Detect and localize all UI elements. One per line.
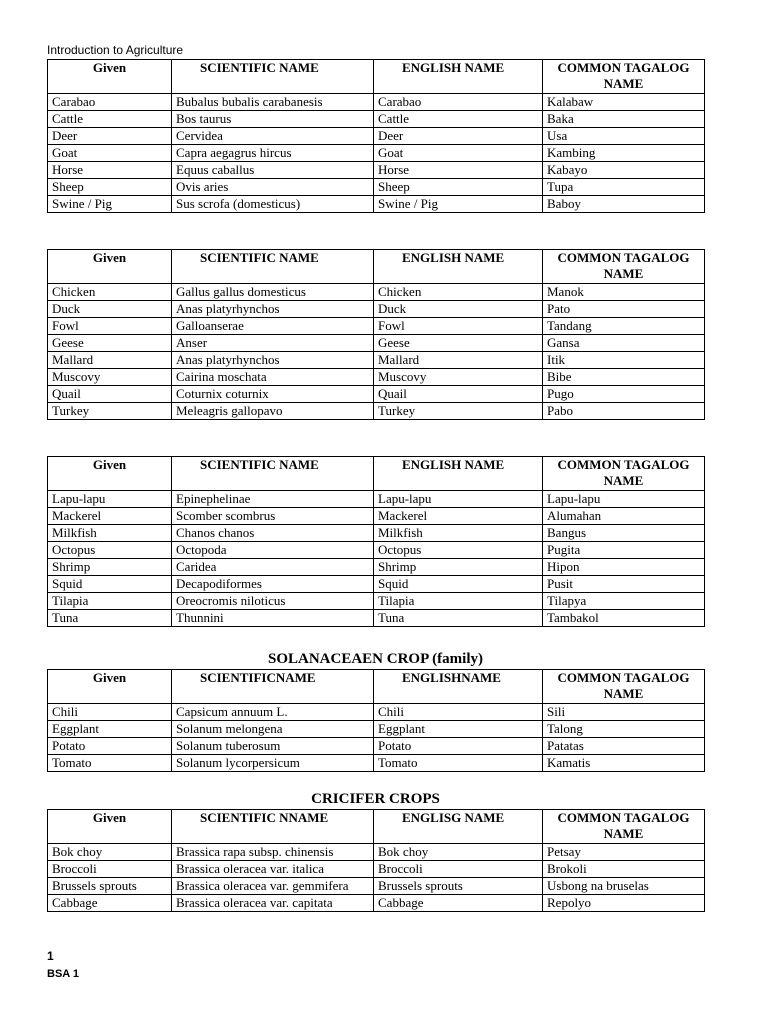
given-cell: Milkfish — [48, 525, 172, 542]
table-row — [48, 369, 705, 386]
scientific-name-cell: Meleagris gallopavo — [172, 403, 374, 420]
english-name-cell: Fowl — [374, 318, 543, 335]
english-name-cell: Bok choy — [374, 844, 543, 861]
tagalog-name-cell: Brokoli — [543, 861, 705, 878]
section-title-solanaceae: SOLANACEAEN CROP (family) — [267, 651, 483, 667]
table-row — [48, 895, 705, 912]
footer-label: BSA 1 — [47, 968, 79, 980]
given-cell: Goat — [48, 145, 172, 162]
tagalog-name-cell: Hipon — [543, 559, 705, 576]
scientific-name-cell: Solanum tuberosum — [172, 738, 374, 755]
scientific-name-cell: Gallus gallus domesticus — [172, 284, 374, 301]
scientific-name-cell: Capra aegagrus hircus — [172, 145, 374, 162]
english-name-cell: Cattle — [374, 111, 543, 128]
table-row — [48, 525, 705, 542]
page-number: 1 — [47, 949, 54, 963]
scientific-name-cell: Oreocromis niloticus — [172, 593, 374, 610]
given-cell: Mallard — [48, 352, 172, 369]
english-name-cell: Tomato — [374, 755, 543, 772]
header-scientific-name: SCIENTIFIC NAME — [172, 457, 374, 491]
table-row — [48, 145, 705, 162]
table-row — [48, 352, 705, 369]
tagalog-name-cell: Sili — [543, 704, 705, 721]
header-english-name: ENGLISHNAME — [374, 670, 543, 704]
crucifer-table — [47, 809, 705, 912]
given-cell: Cattle — [48, 111, 172, 128]
english-name-cell: Cabbage — [374, 895, 543, 912]
table-row — [48, 610, 705, 627]
english-name-cell: Geese — [374, 335, 543, 352]
tagalog-name-cell: Kamatis — [543, 755, 705, 772]
tagalog-name-cell: Repolyo — [543, 895, 705, 912]
tagalog-name-cell: Pato — [543, 301, 705, 318]
table-row — [48, 878, 705, 895]
tagalog-name-cell: Manok — [543, 284, 705, 301]
header-given: Given — [48, 810, 172, 844]
given-cell: Geese — [48, 335, 172, 352]
header-tagalog-name: COMMON TAGALOG NAME — [543, 250, 705, 284]
english-name-cell: Swine / Pig — [374, 196, 543, 213]
scientific-name-cell: Bubalus bubalis carabanesis — [172, 94, 374, 111]
table-header-row — [48, 457, 705, 491]
tagalog-name-cell: Tilapya — [543, 593, 705, 610]
fish-table — [47, 456, 705, 627]
header-english-name: ENGLISG NAME — [374, 810, 543, 844]
given-cell: Deer — [48, 128, 172, 145]
scientific-name-cell: Epinephelinae — [172, 491, 374, 508]
english-name-cell: Sheep — [374, 179, 543, 196]
tagalog-name-cell: Bangus — [543, 525, 705, 542]
scientific-name-cell: Anser — [172, 335, 374, 352]
tagalog-name-cell: Lapu-lapu — [543, 491, 705, 508]
english-name-cell: Chili — [374, 704, 543, 721]
header-given: Given — [48, 60, 172, 94]
table-header-row — [48, 60, 705, 94]
english-name-cell: Duck — [374, 301, 543, 318]
table-row — [48, 318, 705, 335]
table-row — [48, 559, 705, 576]
tagalog-name-cell: Bibe — [543, 369, 705, 386]
scientific-name-cell: Decapodiformes — [172, 576, 374, 593]
given-cell: Octopus — [48, 542, 172, 559]
table-row — [48, 196, 705, 213]
header-tagalog-name: COMMON TAGALOG NAME — [543, 670, 705, 704]
table-row — [48, 301, 705, 318]
given-cell: Bok choy — [48, 844, 172, 861]
tagalog-name-cell: Tambakol — [543, 610, 705, 627]
table-row — [48, 162, 705, 179]
scientific-name-cell: Solanum melongena — [172, 721, 374, 738]
tagalog-name-cell: Talong — [543, 721, 705, 738]
scientific-name-cell: Sus scrofa (domesticus) — [172, 196, 374, 213]
scientific-name-cell: Galloanserae — [172, 318, 374, 335]
english-name-cell: Octopus — [374, 542, 543, 559]
tagalog-name-cell: Pugo — [543, 386, 705, 403]
english-name-cell: Horse — [374, 162, 543, 179]
table-row — [48, 593, 705, 610]
english-name-cell: Quail — [374, 386, 543, 403]
table-row — [48, 284, 705, 301]
english-name-cell: Milkfish — [374, 525, 543, 542]
table-row — [48, 111, 705, 128]
header-given: Given — [48, 250, 172, 284]
given-cell: Eggplant — [48, 721, 172, 738]
scientific-name-cell: Brassica oleracea var. gemmifera — [172, 878, 374, 895]
tagalog-name-cell: Kambing — [543, 145, 705, 162]
header-english-name: ENGLISH NAME — [374, 250, 543, 284]
given-cell: Tomato — [48, 755, 172, 772]
table-row — [48, 386, 705, 403]
scientific-name-cell: Cairina moschata — [172, 369, 374, 386]
given-cell: Shrimp — [48, 559, 172, 576]
livestock-table — [47, 59, 705, 213]
scientific-name-cell: Ovis aries — [172, 179, 374, 196]
document-header: Introduction to Agriculture — [47, 43, 184, 57]
scientific-name-cell: Equus caballus — [172, 162, 374, 179]
tagalog-name-cell: Tupa — [543, 179, 705, 196]
header-given: Given — [48, 457, 172, 491]
header-scientific-name: SCIENTIFICNAME — [172, 670, 374, 704]
english-name-cell: Brussels sprouts — [374, 878, 543, 895]
english-name-cell: Turkey — [374, 403, 543, 420]
tagalog-name-cell: Usbong na bruselas — [543, 878, 705, 895]
tagalog-name-cell: Kabayo — [543, 162, 705, 179]
scientific-name-cell: Brassica oleracea var. italica — [172, 861, 374, 878]
header-scientific-name: SCIENTIFIC NAME — [172, 60, 374, 94]
table-row — [48, 491, 705, 508]
given-cell: Brussels sprouts — [48, 878, 172, 895]
poultry-table — [47, 249, 705, 420]
english-name-cell: Lapu-lapu — [374, 491, 543, 508]
scientific-name-cell: Scomber scombrus — [172, 508, 374, 525]
scientific-name-cell: Caridea — [172, 559, 374, 576]
table-row — [48, 179, 705, 196]
scientific-name-cell: Cervidea — [172, 128, 374, 145]
given-cell: Fowl — [48, 318, 172, 335]
scientific-name-cell: Bos taurus — [172, 111, 374, 128]
tagalog-name-cell: Pugita — [543, 542, 705, 559]
english-name-cell: Deer — [374, 128, 543, 145]
given-cell: Chili — [48, 704, 172, 721]
tagalog-name-cell: Petsay — [543, 844, 705, 861]
english-name-cell: Broccoli — [374, 861, 543, 878]
section-title-crucifer: CRICIFER CROPS — [311, 791, 440, 807]
table-row — [48, 844, 705, 861]
table-row — [48, 576, 705, 593]
given-cell: Tuna — [48, 610, 172, 627]
english-name-cell: Chicken — [374, 284, 543, 301]
given-cell: Horse — [48, 162, 172, 179]
scientific-name-cell: Octopoda — [172, 542, 374, 559]
tagalog-name-cell: Baboy — [543, 196, 705, 213]
english-name-cell: Muscovy — [374, 369, 543, 386]
english-name-cell: Eggplant — [374, 721, 543, 738]
scientific-name-cell: Anas platyrhynchos — [172, 301, 374, 318]
scientific-name-cell: Brassica oleracea var. capitata — [172, 895, 374, 912]
table-row — [48, 704, 705, 721]
given-cell: Sheep — [48, 179, 172, 196]
english-name-cell: Carabao — [374, 94, 543, 111]
table-row — [48, 542, 705, 559]
header-tagalog-name: COMMON TAGALOG NAME — [543, 457, 705, 491]
table-row — [48, 755, 705, 772]
english-name-cell: Tuna — [374, 610, 543, 627]
english-name-cell: Shrimp — [374, 559, 543, 576]
given-cell: Mackerel — [48, 508, 172, 525]
table-row — [48, 94, 705, 111]
table-row — [48, 508, 705, 525]
given-cell: Muscovy — [48, 369, 172, 386]
given-cell: Chicken — [48, 284, 172, 301]
tagalog-name-cell: Gansa — [543, 335, 705, 352]
english-name-cell: Mallard — [374, 352, 543, 369]
given-cell: Swine / Pig — [48, 196, 172, 213]
tagalog-name-cell: Kalabaw — [543, 94, 705, 111]
tagalog-name-cell: Tandang — [543, 318, 705, 335]
scientific-name-cell: Thunnini — [172, 610, 374, 627]
table-row — [48, 128, 705, 145]
scientific-name-cell: Brassica rapa subsp. chinensis — [172, 844, 374, 861]
tagalog-name-cell: Itik — [543, 352, 705, 369]
given-cell: Lapu-lapu — [48, 491, 172, 508]
tagalog-name-cell: Pabo — [543, 403, 705, 420]
table-row — [48, 861, 705, 878]
table-header-row — [48, 250, 705, 284]
header-tagalog-name: COMMON TAGALOG NAME — [543, 60, 705, 94]
table-row — [48, 335, 705, 352]
given-cell: Carabao — [48, 94, 172, 111]
table-row — [48, 738, 705, 755]
given-cell: Turkey — [48, 403, 172, 420]
tagalog-name-cell: Patatas — [543, 738, 705, 755]
table-row — [48, 403, 705, 420]
given-cell: Broccoli — [48, 861, 172, 878]
table-row — [48, 721, 705, 738]
header-english-name: ENGLISH NAME — [374, 60, 543, 94]
given-cell: Squid — [48, 576, 172, 593]
english-name-cell: Tilapia — [374, 593, 543, 610]
header-english-name: ENGLISH NAME — [374, 457, 543, 491]
scientific-name-cell: Solanum lycorpersicum — [172, 755, 374, 772]
given-cell: Duck — [48, 301, 172, 318]
solanaceae-table — [47, 669, 705, 772]
given-cell: Potato — [48, 738, 172, 755]
scientific-name-cell: Anas platyrhynchos — [172, 352, 374, 369]
scientific-name-cell: Chanos chanos — [172, 525, 374, 542]
header-scientific-name: SCIENTIFIC NAME — [172, 250, 374, 284]
english-name-cell: Potato — [374, 738, 543, 755]
tagalog-name-cell: Baka — [543, 111, 705, 128]
given-cell: Cabbage — [48, 895, 172, 912]
tagalog-name-cell: Pusit — [543, 576, 705, 593]
header-tagalog-name: COMMON TAGALOG NAME — [543, 810, 705, 844]
tagalog-name-cell: Usa — [543, 128, 705, 145]
header-scientific-name: SCIENTIFIC NNAME — [172, 810, 374, 844]
tagalog-name-cell: Alumahan — [543, 508, 705, 525]
scientific-name-cell: Capsicum annuum L. — [172, 704, 374, 721]
given-cell: Tilapia — [48, 593, 172, 610]
header-given: Given — [48, 670, 172, 704]
english-name-cell: Mackerel — [374, 508, 543, 525]
english-name-cell: Squid — [374, 576, 543, 593]
table-header-row — [48, 810, 705, 844]
given-cell: Quail — [48, 386, 172, 403]
table-header-row — [48, 670, 705, 704]
english-name-cell: Goat — [374, 145, 543, 162]
scientific-name-cell: Coturnix coturnix — [172, 386, 374, 403]
